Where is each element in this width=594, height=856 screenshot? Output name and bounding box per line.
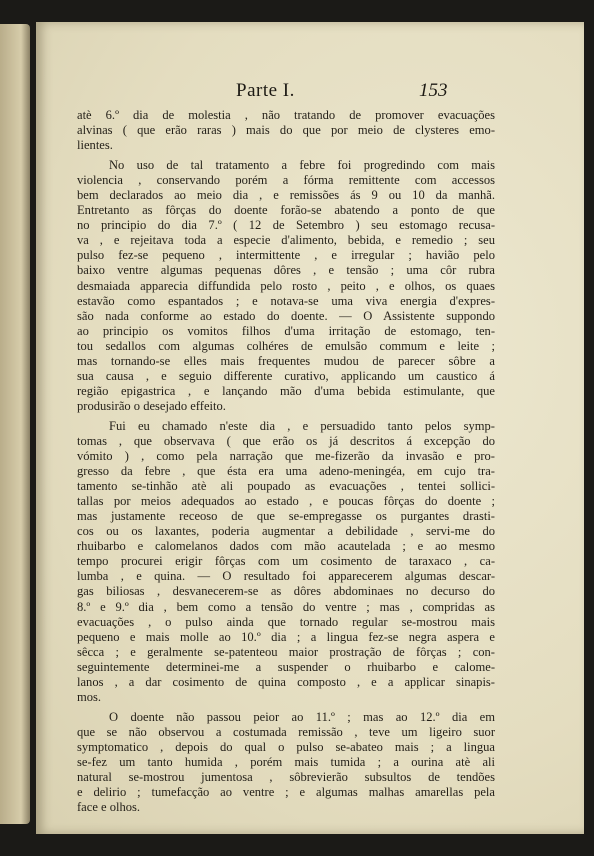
text-line: tou sedallos com algumas colhéres de emulsão commum e leite ; xyxy=(77,338,495,353)
text-line: são nada conforme ao estado do doente. — O Assistente suppondo xyxy=(77,308,495,323)
text-line: no principio do dia 7.º ( 12 de Setembro ) seu estomago recusa- xyxy=(77,218,495,233)
text-line: lientes. xyxy=(77,138,113,153)
text-line: 8.º e 9.º dia , bem como a tensão do ventre ; mas , compridas as xyxy=(77,599,495,614)
text-line: região epigastrica , e lançando mão d'uma bebida estimulante, que xyxy=(77,383,495,398)
paragraph xyxy=(77,419,495,705)
text-line: tamento se-tinhão atè ali poupado as evacuações , tentei sollici- xyxy=(77,479,495,494)
page-header xyxy=(36,80,584,108)
text-line: rhuibarbo e calomelanos dados com mão acautelada ; e ao mesmo xyxy=(77,539,495,554)
text-line: tallas por meios adequados ao estado , e poucas fôrças do doente ; xyxy=(77,494,495,509)
text-line: gresso da febre , que ésta era uma adeno-meningéa, em cujo tra- xyxy=(77,464,495,479)
text-line: desmaiada apparecia diffundida pelo rosto , peito , e olhos, os quaes xyxy=(77,278,495,293)
text-line: produsirão o desejado effeito. xyxy=(77,398,226,413)
text-line: alvinas ( que erão raras ) mais do que por meio de clysteres emo- xyxy=(77,123,495,138)
text-line: gas biliosas , desvanecerem-se as dôres abdominaes no decurso do xyxy=(77,584,495,599)
text-line: face e olhos. xyxy=(77,800,141,815)
text-line: Fui eu chamado n'este dia , e persuadido tanto pelos symp- xyxy=(109,418,495,433)
text-line: va , e rejeitava toda a especie d'alimento, bebida, e remedio ; seu xyxy=(77,233,495,248)
text-line: lumba , e quina. — O resultado foi apparecerem algumas descar- xyxy=(77,569,495,584)
text-line: mos. xyxy=(77,689,102,704)
running-head: Parte I. xyxy=(236,80,295,101)
text-line: se-fez um tanto humida , porém mais tumida ; a ourina atè ali xyxy=(77,754,495,769)
text-line: seguintemente determinei-me a suspender o rhuibarbo e calome- xyxy=(77,659,495,674)
text-line: baixo ventre algumas pequenas dôres , e tensão ; uma côr rubra xyxy=(77,263,495,278)
text-line: lanos , a dar cosimento de quina composto , e a applicar sinapis- xyxy=(77,674,495,689)
text-line: bem declarados ao meio dia , e remissões ás 9 ou 10 da manhã. xyxy=(77,188,495,203)
text-line: tempo procurei erigir fôrças com um cosimento de taraxaco , ca- xyxy=(77,554,495,569)
text-line: pequeno e mais molle ao 10.º dia ; a lingua fez-se negra aspera e xyxy=(77,629,495,644)
text-line: atè 6.º dia de molestia , não tratando de promover evacuações xyxy=(77,108,495,122)
paragraph xyxy=(77,710,495,815)
text-line: ao principio os vomitos filhos d'uma irritação de estomago, ten- xyxy=(77,323,495,338)
text-line: tomas , que observava ( que erão os já descritos á excepção do xyxy=(77,433,495,448)
text-line: evacuações , o pulso ainda que tornado regular se-mostrou mais xyxy=(77,614,495,629)
text-line: cos ou os laxantes, poderia augmentar a debilidade , servi-me do xyxy=(77,524,495,539)
text-line: e delirio ; tumefacção ao ventre ; e algumas malhas amarellas pela xyxy=(77,785,495,800)
text-line: O doente não passou peior ao 11.º ; mas ao 12.º dia em xyxy=(109,709,495,724)
text-line: No uso de tal tratamento a febre foi progredindo com mais xyxy=(109,158,495,173)
text-line: vómito ) , como pela narração que me-fizerão da invasão e pro- xyxy=(77,449,495,464)
text-line: sêcca ; e geralmente se-patenteou maior prostração de fôrças ; con- xyxy=(77,644,495,659)
text-line: natural se-mostrou jumentosa , sôbrevierão subsultos de tendões xyxy=(77,770,495,785)
text-line: symptomatico , depois do qual o pulso se-abateo mais ; a lingua xyxy=(77,739,495,754)
paragraph xyxy=(77,108,495,153)
text-line: Entretanto as fôrças do doente forão-se abatendo a ponto de que xyxy=(77,203,495,218)
text-line: violencia , conservando porém a fórma remittente com accessos xyxy=(77,173,495,188)
book-page xyxy=(36,22,584,834)
text-line: pulso fez-se pequeno , intermittente , e irregular ; havião pelo xyxy=(77,248,495,263)
text-line: mas justamente receoso de que se-empregasse os purgantes drasti- xyxy=(77,509,495,524)
text-line: mas tornando-se elles mais frequentes mudou de parecer sôbre a xyxy=(77,353,495,368)
text-line: estavão como espantados ; e notava-se uma viva energia d'expres- xyxy=(77,293,495,308)
text-line: sua causa , e seguio differente curativo, applicando um caustico á xyxy=(77,368,495,383)
facing-page-edge xyxy=(0,24,30,824)
text-line: que se não observou a costumada remissão , teve um ligeiro suor xyxy=(77,724,495,739)
paragraph xyxy=(77,158,495,414)
page-number: 153 xyxy=(419,80,448,101)
body-text xyxy=(77,108,495,815)
